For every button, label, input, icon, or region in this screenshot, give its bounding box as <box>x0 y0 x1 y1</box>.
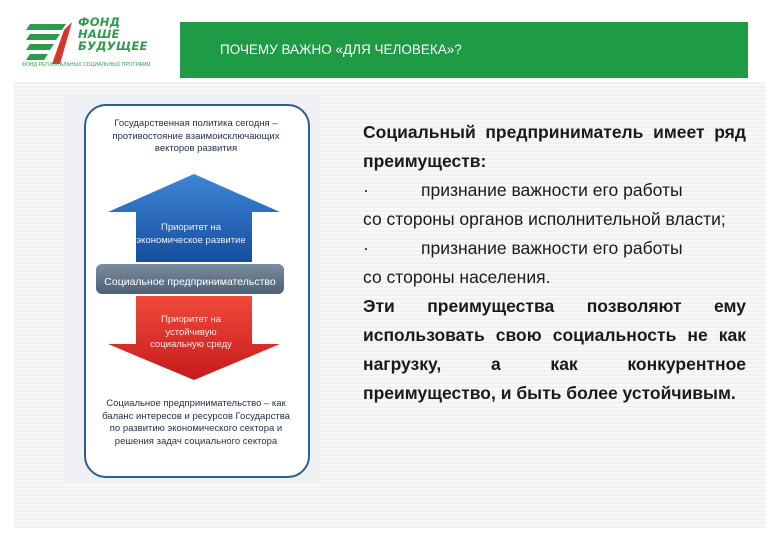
bullet-2-rest: со стороны населения. <box>363 267 551 287</box>
bullet-1-first: признание важности его работы <box>421 180 683 200</box>
logo-stripes-icon <box>26 20 72 64</box>
center-band-label: Социальное предпринимательство <box>104 276 276 288</box>
main-text-block <box>363 118 746 408</box>
bullet-item-1 <box>363 176 746 205</box>
down-arrow-text: Приоритет на устойчивую социальную среду <box>150 314 232 350</box>
bullet-item-2 <box>363 234 746 263</box>
conclusion-text: Эти преимущества позволяют ему использовать свою социальность не как нагрузку, а как конкурентное преимущество, и быть более устойчивым. <box>363 296 746 403</box>
bullet-dot-icon: · <box>363 180 369 200</box>
logo-wordmark <box>78 16 148 52</box>
bullet-2-first: признание важности его работы <box>421 238 683 258</box>
bullet-dot-icon: · <box>363 238 369 258</box>
fund-logo <box>20 12 160 68</box>
logo-line-3: БУДУЩЕЕ <box>78 39 148 53</box>
header-bar <box>180 22 748 78</box>
up-arrow-text: Приоритет на экономическое развитие <box>136 222 246 246</box>
logo-line-1: ФОНД <box>78 15 121 29</box>
logo-subtitle: ФОНД РЕГИОНАЛЬНЫХ СОЦИАЛЬНЫХ ПРОГРАММ <box>22 62 151 68</box>
advantages-heading: Социальный предприниматель имеет ряд преимуществ: <box>363 122 746 171</box>
up-arrow-icon <box>108 174 280 262</box>
diagram-top-text: Государственная политика сегодня – противостояние взаимоисключающих векторов развития <box>112 118 280 154</box>
logo-line-2: НАШЕ <box>78 27 120 41</box>
bullet-1-rest: со стороны органов исполнительной власти; <box>363 209 726 229</box>
slide-title: ПОЧЕМУ ВАЖНО «ДЛЯ ЧЕЛОВЕКА»? <box>220 42 462 57</box>
diagram-bottom-text: Социальное предпринимательство – как баланс интересов и ресурсов Государства по развитию экономического сектора и решения задач социального сектора <box>102 398 290 447</box>
